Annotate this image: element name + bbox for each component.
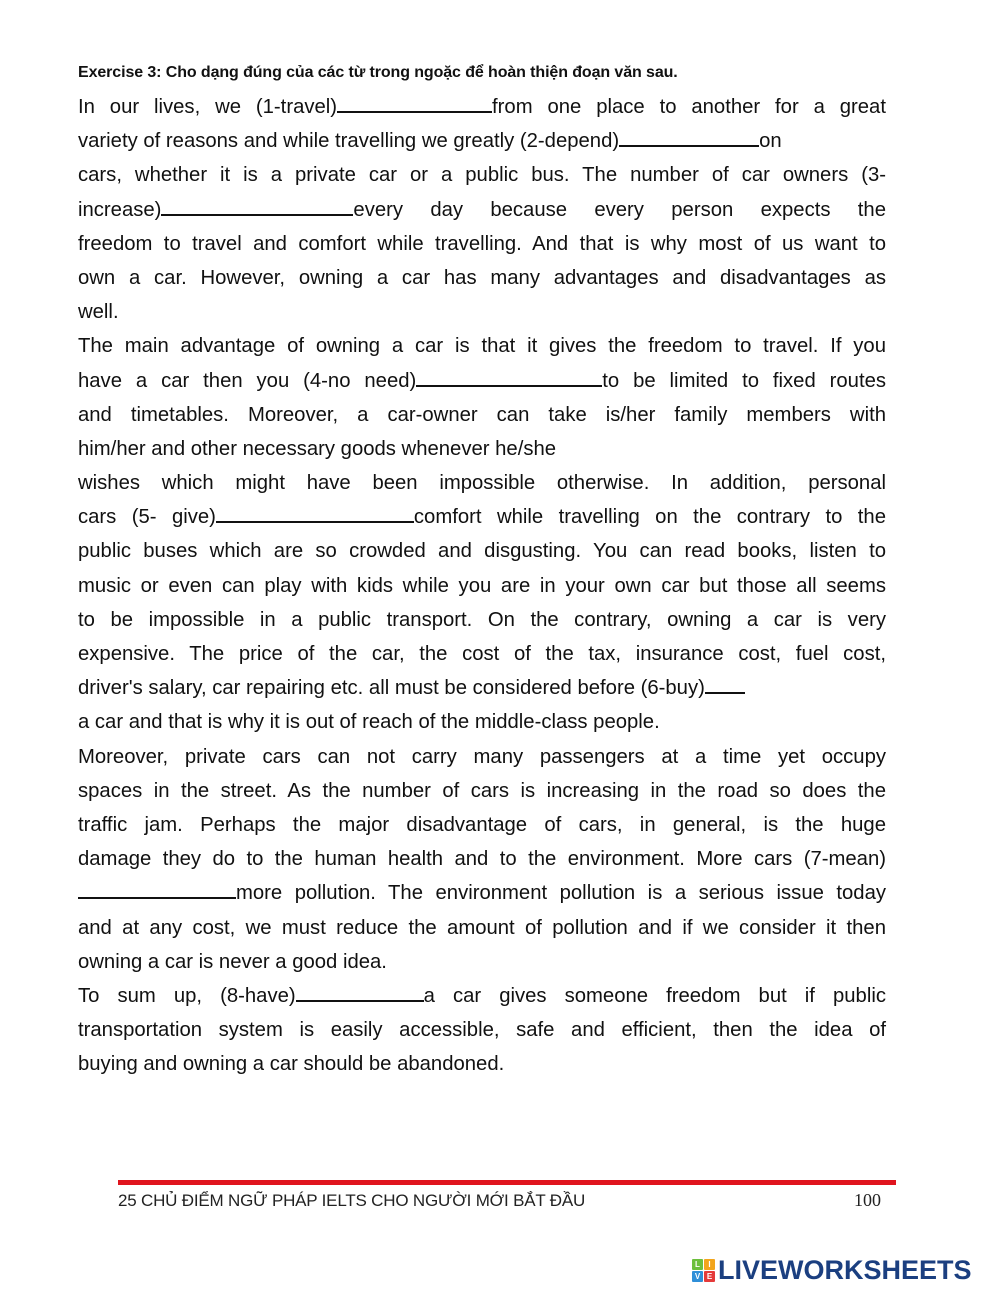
passage-text: every day because every person expects the — [353, 198, 886, 221]
passage — [78, 90, 886, 1081]
passage-text: music or even can play with kids while you are in your own car but those all seems — [78, 574, 886, 597]
passage-text: cars, whether it is a private car or a public bus. The number of car owners (3- — [78, 164, 886, 187]
passage-text: a car and that is why it is out of reach of the middle-class people. — [78, 711, 660, 734]
passage-text: a car gives someone freedom but if public — [423, 984, 886, 1007]
passage-text: to be limited to fixed routes — [602, 369, 886, 392]
brand-name: LIVEWORKSHEETS — [718, 1255, 972, 1285]
passage-text: well. — [78, 301, 119, 324]
passage-text: have a car then you (4-no need) — [78, 369, 417, 392]
liveworksheets-logo[interactable] — [692, 1255, 972, 1286]
passage-line — [78, 569, 886, 603]
answer-blank-7[interactable] — [78, 877, 236, 899]
logo-letter-e: E — [704, 1271, 715, 1282]
passage-text: own a car. However, owning a car has many advantages and disadvantages as — [78, 266, 886, 289]
answer-blank-2[interactable] — [619, 125, 759, 147]
passage-text: transportation system is easily accessible, safe and efficient, then the idea of — [78, 1019, 886, 1042]
passage-text: Moreover, private cars can not carry many passengers at a time yet occupy — [78, 745, 886, 768]
passage-text: more pollution. The environment pollution is a serious issue today — [236, 882, 886, 905]
passage-text: and at any cost, we must reduce the amount of pollution and if we consider it then — [78, 916, 886, 939]
passage-line — [78, 329, 886, 363]
passage-text: increase) — [78, 198, 162, 221]
passage-text: and timetables. Moreover, a car-owner can take is/her family members with — [78, 403, 886, 426]
passage-text: To sum up, (8-have) — [78, 984, 296, 1007]
passage-text: traffic jam. Perhaps the major disadvantage of cars, in general, is the huge — [78, 813, 886, 836]
passage-text: variety of reasons and while travelling we greatly (2-depend) — [78, 130, 620, 153]
passage-line — [78, 603, 886, 637]
passage-line — [78, 671, 886, 705]
passage-text: him/her and other necessary goods whenever he/she — [78, 437, 557, 460]
passage-line — [78, 90, 886, 124]
passage-text: cars (5- give) — [78, 506, 216, 529]
answer-blank-1[interactable] — [337, 91, 492, 113]
answer-blank-8[interactable] — [296, 980, 424, 1002]
passage-line — [78, 432, 886, 466]
passage-text: buying and owning a car should be abandoned. — [78, 1053, 505, 1076]
logo-letter-i: I — [704, 1259, 715, 1270]
passage-line — [78, 808, 886, 842]
live-cube-icon — [692, 1259, 715, 1282]
passage-text: public buses which are so crowded and disgusting. You can read books, listen to — [78, 540, 886, 563]
passage-line — [78, 876, 886, 910]
answer-blank-3[interactable] — [161, 194, 353, 216]
passage-line — [78, 500, 886, 534]
logo-letter-v: V — [692, 1271, 703, 1282]
passage-text: expensive. The price of the car, the cost of the tax, insurance cost, fuel cost, — [78, 643, 886, 665]
passage-text: comfort while travelling on the contrary to the — [413, 506, 886, 529]
answer-blank-6[interactable] — [705, 672, 745, 694]
passage-text: In our lives, we (1-travel) — [78, 96, 338, 118]
passage-line — [78, 979, 886, 1013]
footer-title: 25 CHỦ ĐIỂM NGỮ PHÁP IELTS CHO NGƯỜI MỚI BẮT ĐẦU — [118, 1191, 586, 1210]
passage-line — [78, 398, 886, 432]
passage-line — [78, 1047, 886, 1081]
passage-line — [78, 774, 886, 808]
footer-rule — [118, 1180, 896, 1185]
passage-text: The main advantage of owning a car is that it gives the freedom to travel. If you — [78, 335, 886, 358]
passage-line — [78, 911, 886, 945]
page-number: 100 — [854, 1190, 881, 1210]
passage-text: driver's salary, car repairing etc. all must be considered before (6-buy) — [78, 677, 705, 700]
passage-line — [78, 158, 886, 192]
exercise-heading: Exercise 3: Cho dạng đúng của các từ trong ngoặc để hoàn thiện đoạn văn sau. — [78, 64, 678, 81]
passage-line — [78, 534, 886, 568]
passage-line — [78, 193, 886, 227]
logo-letter-l: L — [692, 1259, 703, 1270]
passage-line — [78, 124, 886, 158]
passage-line — [78, 637, 886, 671]
passage-text: freedom to travel and comfort while travelling. And that is why most of us want to — [78, 232, 886, 255]
passage-text: on — [759, 130, 782, 153]
passage-text: spaces in the street. As the number of cars is increasing in the road so does the — [78, 779, 886, 802]
passage-line — [78, 295, 886, 329]
passage-line — [78, 945, 886, 979]
answer-blank-5[interactable] — [216, 501, 414, 523]
passage-text: wishes which might have been impossible otherwise. In addition, personal — [78, 472, 886, 495]
passage-text: owning a car is never a good idea. — [78, 950, 387, 973]
passage-line — [78, 842, 886, 876]
passage-text: to be impossible in a public transport. On the contrary, owning a car is very — [78, 608, 886, 631]
passage-line — [78, 1013, 886, 1047]
passage-text: damage they do to the human health and to the environment. More cars (7-mean) — [78, 848, 886, 871]
answer-blank-4[interactable] — [416, 365, 602, 387]
passage-line — [78, 466, 886, 500]
passage-text: from one place to another for a great — [492, 96, 886, 118]
passage-line — [78, 705, 886, 739]
passage-line — [78, 227, 886, 261]
passage-line — [78, 364, 886, 398]
passage-line — [78, 740, 886, 774]
passage-line — [78, 261, 886, 295]
